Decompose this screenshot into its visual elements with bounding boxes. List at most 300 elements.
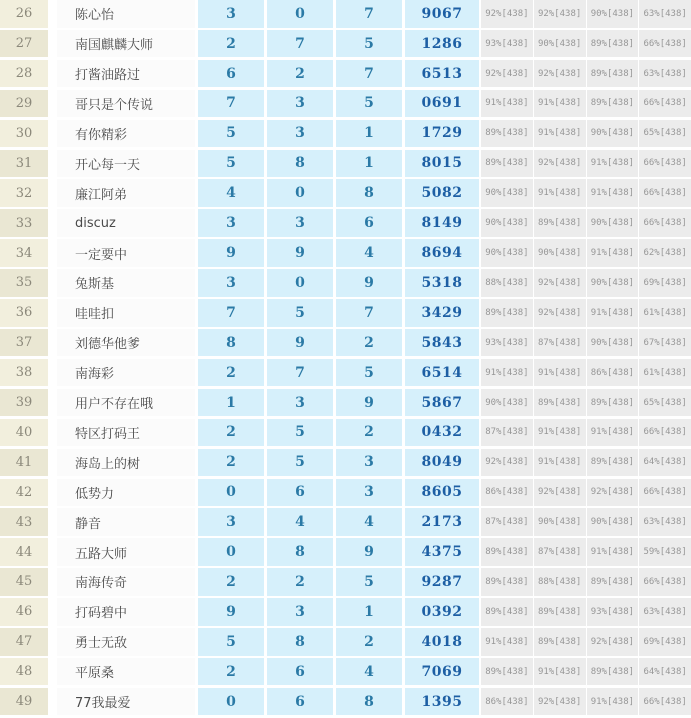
pick-a-cell: 1: [198, 389, 264, 417]
stat-cell-1: 86%[438]: [481, 479, 533, 507]
stat-cell-4: 61%[438]: [639, 359, 691, 387]
table-row: [0, 209, 691, 237]
username-cell: 低势力: [57, 479, 195, 507]
stats-group: [479, 449, 691, 477]
stat-cell-1: 93%[438]: [481, 30, 533, 58]
pick-c-cell: 5: [336, 568, 402, 596]
stats-group: [479, 90, 691, 118]
username-cell: 开心每一天: [57, 150, 195, 178]
column-divider: [48, 628, 57, 656]
stat-cell-3: 89%[438]: [587, 658, 639, 686]
rank-cell: 38: [0, 359, 48, 387]
stat-cell-2: 90%[438]: [534, 239, 586, 267]
rank-cell: 37: [0, 329, 48, 357]
stat-cell-4: 66%[438]: [639, 90, 691, 118]
code-cell: 3429: [405, 299, 479, 327]
stat-cell-3: 89%[438]: [587, 60, 639, 88]
table-row: [0, 0, 691, 28]
pick-b-cell: 3: [267, 90, 333, 118]
stat-cell-4: 64%[438]: [639, 658, 691, 686]
pick-b-cell: 8: [267, 150, 333, 178]
rank-cell: 48: [0, 658, 48, 686]
pick-a-cell: 2: [198, 359, 264, 387]
rank-cell: 49: [0, 688, 48, 716]
pick-b-cell: 4: [267, 508, 333, 536]
rank-cell: 45: [0, 568, 48, 596]
stats-group: [479, 0, 691, 28]
stat-cell-4: 69%[438]: [639, 269, 691, 297]
pick-a-cell: 5: [198, 150, 264, 178]
pick-a-cell: 2: [198, 568, 264, 596]
pick-c-cell: 5: [336, 90, 402, 118]
pick-b-cell: 3: [267, 389, 333, 417]
code-cell: 5318: [405, 269, 479, 297]
stat-cell-3: 89%[438]: [587, 90, 639, 118]
pick-a-cell: 9: [198, 239, 264, 267]
stat-cell-1: 86%[438]: [481, 688, 533, 716]
pick-c-cell: 1: [336, 598, 402, 626]
table-row: [0, 120, 691, 148]
code-cell: 6514: [405, 359, 479, 387]
pick-c-cell: 5: [336, 359, 402, 387]
table-row: [0, 299, 691, 327]
table-row: [0, 538, 691, 566]
stat-cell-3: 89%[438]: [587, 30, 639, 58]
stat-cell-2: 91%[438]: [534, 90, 586, 118]
stat-cell-4: 66%[438]: [639, 150, 691, 178]
username-cell: 哥只是个传说: [57, 90, 195, 118]
pick-a-cell: 2: [198, 419, 264, 447]
code-cell: 1286: [405, 30, 479, 58]
column-divider: [48, 598, 57, 626]
stat-cell-1: 92%[438]: [481, 449, 533, 477]
pick-a-cell: 3: [198, 209, 264, 237]
pick-c-cell: 9: [336, 389, 402, 417]
stat-cell-3: 90%[438]: [587, 508, 639, 536]
pick-a-cell: 0: [198, 538, 264, 566]
rank-cell: 43: [0, 508, 48, 536]
pick-b-cell: 9: [267, 329, 333, 357]
stat-cell-1: 89%[438]: [481, 120, 533, 148]
stat-cell-4: 59%[438]: [639, 538, 691, 566]
pick-a-cell: 7: [198, 299, 264, 327]
stat-cell-2: 90%[438]: [534, 30, 586, 58]
code-cell: 8605: [405, 479, 479, 507]
rank-cell: 36: [0, 299, 48, 327]
column-divider: [48, 150, 57, 178]
stat-cell-2: 91%[438]: [534, 419, 586, 447]
stat-cell-1: 91%[438]: [481, 90, 533, 118]
pick-b-cell: 6: [267, 479, 333, 507]
stat-cell-1: 93%[438]: [481, 329, 533, 357]
username-cell: 勇士无敌: [57, 628, 195, 656]
pick-a-cell: 5: [198, 120, 264, 148]
stat-cell-1: 92%[438]: [481, 60, 533, 88]
stats-group: [479, 688, 691, 716]
code-cell: 8694: [405, 239, 479, 267]
code-cell: 8049: [405, 449, 479, 477]
code-cell: 6513: [405, 60, 479, 88]
table-row: [0, 269, 691, 297]
stat-cell-4: 63%[438]: [639, 0, 691, 28]
pick-b-cell: 7: [267, 359, 333, 387]
username-cell: 77我最爱: [57, 688, 195, 716]
stat-cell-1: 90%[438]: [481, 389, 533, 417]
code-cell: 9067: [405, 0, 479, 28]
stat-cell-3: 90%[438]: [587, 0, 639, 28]
rank-cell: 46: [0, 598, 48, 626]
stat-cell-3: 89%[438]: [587, 568, 639, 596]
table-row: [0, 389, 691, 417]
username-cell: 打码碧中: [57, 598, 195, 626]
pick-c-cell: 6: [336, 209, 402, 237]
stat-cell-2: 92%[438]: [534, 688, 586, 716]
pick-b-cell: 2: [267, 60, 333, 88]
stat-cell-3: 92%[438]: [587, 479, 639, 507]
rank-cell: 32: [0, 179, 48, 207]
rank-cell: 42: [0, 479, 48, 507]
column-divider: [48, 239, 57, 267]
pick-b-cell: 5: [267, 419, 333, 447]
username-cell: 静音: [57, 508, 195, 536]
stat-cell-3: 91%[438]: [587, 419, 639, 447]
table-row: [0, 359, 691, 387]
table-row: [0, 30, 691, 58]
username-cell: 陈心怡: [57, 0, 195, 28]
stat-cell-3: 91%[438]: [587, 538, 639, 566]
column-divider: [48, 389, 57, 417]
username-cell: 特区打码王: [57, 419, 195, 447]
stat-cell-3: 91%[438]: [587, 239, 639, 267]
rank-cell: 27: [0, 30, 48, 58]
stat-cell-2: 89%[438]: [534, 628, 586, 656]
table-row: [0, 419, 691, 447]
stat-cell-1: 91%[438]: [481, 628, 533, 656]
stat-cell-2: 89%[438]: [534, 598, 586, 626]
pick-c-cell: 7: [336, 299, 402, 327]
stat-cell-1: 90%[438]: [481, 239, 533, 267]
code-cell: 5082: [405, 179, 479, 207]
pick-b-cell: 6: [267, 688, 333, 716]
column-divider: [48, 90, 57, 118]
code-cell: 8149: [405, 209, 479, 237]
stat-cell-4: 62%[438]: [639, 239, 691, 267]
stat-cell-2: 92%[438]: [534, 479, 586, 507]
stat-cell-2: 87%[438]: [534, 329, 586, 357]
stat-cell-3: 89%[438]: [587, 449, 639, 477]
table-row: [0, 60, 691, 88]
column-divider: [48, 359, 57, 387]
code-cell: 4375: [405, 538, 479, 566]
rank-cell: 40: [0, 419, 48, 447]
pick-c-cell: 9: [336, 538, 402, 566]
table-row: [0, 598, 691, 626]
pick-c-cell: 3: [336, 479, 402, 507]
column-divider: [48, 449, 57, 477]
stat-cell-1: 87%[438]: [481, 419, 533, 447]
username-cell: 哇哇扣: [57, 299, 195, 327]
stat-cell-3: 91%[438]: [587, 179, 639, 207]
column-divider: [48, 329, 57, 357]
stat-cell-2: 92%[438]: [534, 299, 586, 327]
pick-b-cell: 0: [267, 179, 333, 207]
stat-cell-1: 90%[438]: [481, 179, 533, 207]
stat-cell-1: 87%[438]: [481, 508, 533, 536]
pick-a-cell: 8: [198, 329, 264, 357]
stat-cell-3: 91%[438]: [587, 150, 639, 178]
rank-cell: 29: [0, 90, 48, 118]
pick-c-cell: 7: [336, 60, 402, 88]
pick-c-cell: 2: [336, 628, 402, 656]
code-cell: 4018: [405, 628, 479, 656]
stat-cell-1: 89%[438]: [481, 538, 533, 566]
table-row: [0, 239, 691, 267]
column-divider: [48, 0, 57, 28]
rank-cell: 44: [0, 538, 48, 566]
stat-cell-2: 91%[438]: [534, 449, 586, 477]
stats-group: [479, 150, 691, 178]
username-cell: 打酱油路过: [57, 60, 195, 88]
stats-group: [479, 120, 691, 148]
stat-cell-2: 92%[438]: [534, 0, 586, 28]
code-cell: 2173: [405, 508, 479, 536]
pick-c-cell: 8: [336, 179, 402, 207]
stat-cell-4: 66%[438]: [639, 688, 691, 716]
pick-a-cell: 0: [198, 479, 264, 507]
pick-c-cell: 1: [336, 120, 402, 148]
stats-group: [479, 389, 691, 417]
column-divider: [48, 120, 57, 148]
table-row: [0, 329, 691, 357]
pick-c-cell: 7: [336, 0, 402, 28]
stat-cell-1: 90%[438]: [481, 209, 533, 237]
pick-c-cell: 2: [336, 329, 402, 357]
stat-cell-4: 66%[438]: [639, 479, 691, 507]
pick-b-cell: 5: [267, 449, 333, 477]
stat-cell-2: 92%[438]: [534, 269, 586, 297]
pick-c-cell: 4: [336, 658, 402, 686]
stat-cell-2: 91%[438]: [534, 120, 586, 148]
table-row: [0, 449, 691, 477]
stat-cell-1: 88%[438]: [481, 269, 533, 297]
stat-cell-4: 66%[438]: [639, 179, 691, 207]
stat-cell-1: 89%[438]: [481, 568, 533, 596]
pick-b-cell: 3: [267, 598, 333, 626]
stat-cell-3: 90%[438]: [587, 209, 639, 237]
table-row: [0, 90, 691, 118]
column-divider: [48, 479, 57, 507]
table-row: [0, 508, 691, 536]
stat-cell-4: 66%[438]: [639, 209, 691, 237]
stat-cell-3: 90%[438]: [587, 120, 639, 148]
rank-cell: 34: [0, 239, 48, 267]
stat-cell-4: 63%[438]: [639, 508, 691, 536]
stat-cell-3: 86%[438]: [587, 359, 639, 387]
rank-cell: 35: [0, 269, 48, 297]
column-divider: [48, 568, 57, 596]
pick-b-cell: 0: [267, 269, 333, 297]
stat-cell-3: 93%[438]: [587, 598, 639, 626]
stat-cell-2: 92%[438]: [534, 60, 586, 88]
code-cell: 1395: [405, 688, 479, 716]
code-cell: 5843: [405, 329, 479, 357]
stat-cell-1: 92%[438]: [481, 0, 533, 28]
pick-a-cell: 6: [198, 60, 264, 88]
rank-cell: 33: [0, 209, 48, 237]
pick-b-cell: 8: [267, 538, 333, 566]
pick-c-cell: 2: [336, 419, 402, 447]
column-divider: [48, 179, 57, 207]
rank-cell: 47: [0, 628, 48, 656]
code-cell: 0392: [405, 598, 479, 626]
pick-c-cell: 5: [336, 30, 402, 58]
stat-cell-2: 92%[438]: [534, 150, 586, 178]
pick-b-cell: 8: [267, 628, 333, 656]
rank-cell: 26: [0, 0, 48, 28]
column-divider: [48, 508, 57, 536]
table-row: [0, 658, 691, 686]
pick-c-cell: 9: [336, 269, 402, 297]
stat-cell-4: 65%[438]: [639, 389, 691, 417]
column-divider: [48, 688, 57, 716]
pick-b-cell: 3: [267, 120, 333, 148]
stats-group: [479, 269, 691, 297]
code-cell: 8015: [405, 150, 479, 178]
stats-group: [479, 359, 691, 387]
code-cell: 0432: [405, 419, 479, 447]
code-cell: 7069: [405, 658, 479, 686]
column-divider: [48, 538, 57, 566]
username-cell: discuz: [57, 209, 195, 237]
column-divider: [48, 419, 57, 447]
stat-cell-3: 91%[438]: [587, 299, 639, 327]
pick-a-cell: 2: [198, 30, 264, 58]
stat-cell-1: 89%[438]: [481, 598, 533, 626]
username-cell: 一定要中: [57, 239, 195, 267]
table-row: [0, 179, 691, 207]
stat-cell-2: 88%[438]: [534, 568, 586, 596]
pick-b-cell: 3: [267, 209, 333, 237]
pick-a-cell: 4: [198, 179, 264, 207]
stat-cell-4: 66%[438]: [639, 568, 691, 596]
stats-group: [479, 60, 691, 88]
table-row: [0, 688, 691, 716]
table-row: [0, 628, 691, 656]
stats-group: [479, 568, 691, 596]
pick-a-cell: 7: [198, 90, 264, 118]
table-row: [0, 568, 691, 596]
rank-cell: 30: [0, 120, 48, 148]
username-cell: 南海传奇: [57, 568, 195, 596]
pick-b-cell: 6: [267, 658, 333, 686]
username-cell: 廉江阿弟: [57, 179, 195, 207]
table-row: [0, 479, 691, 507]
pick-a-cell: 3: [198, 269, 264, 297]
pick-b-cell: 7: [267, 30, 333, 58]
table-row: [0, 150, 691, 178]
stat-cell-3: 90%[438]: [587, 269, 639, 297]
column-divider: [48, 30, 57, 58]
stat-cell-2: 91%[438]: [534, 179, 586, 207]
stat-cell-1: 91%[438]: [481, 359, 533, 387]
column-divider: [48, 299, 57, 327]
stats-group: [479, 329, 691, 357]
stat-cell-1: 89%[438]: [481, 658, 533, 686]
pick-c-cell: 3: [336, 449, 402, 477]
username-cell: 用户不存在哦: [57, 389, 195, 417]
pick-b-cell: 0: [267, 0, 333, 28]
stats-group: [479, 479, 691, 507]
stat-cell-4: 66%[438]: [639, 419, 691, 447]
stats-group: [479, 209, 691, 237]
stat-cell-4: 65%[438]: [639, 120, 691, 148]
stats-group: [479, 658, 691, 686]
pick-c-cell: 4: [336, 508, 402, 536]
username-cell: 南国麒麟大师: [57, 30, 195, 58]
rank-cell: 39: [0, 389, 48, 417]
username-cell: 兔斯基: [57, 269, 195, 297]
pick-a-cell: 0: [198, 688, 264, 716]
pick-c-cell: 4: [336, 239, 402, 267]
stats-group: [479, 239, 691, 267]
rank-cell: 28: [0, 60, 48, 88]
stat-cell-2: 91%[438]: [534, 359, 586, 387]
stats-group: [479, 30, 691, 58]
pick-c-cell: 1: [336, 150, 402, 178]
stat-cell-4: 66%[438]: [639, 30, 691, 58]
column-divider: [48, 209, 57, 237]
code-cell: 9287: [405, 568, 479, 596]
stat-cell-3: 90%[438]: [587, 329, 639, 357]
pick-b-cell: 5: [267, 299, 333, 327]
pick-a-cell: 2: [198, 658, 264, 686]
stat-cell-4: 61%[438]: [639, 299, 691, 327]
pick-a-cell: 5: [198, 628, 264, 656]
stat-cell-1: 89%[438]: [481, 299, 533, 327]
column-divider: [48, 269, 57, 297]
column-divider: [48, 60, 57, 88]
stat-cell-2: 90%[438]: [534, 508, 586, 536]
code-cell: 5867: [405, 389, 479, 417]
stats-group: [479, 598, 691, 626]
pick-b-cell: 9: [267, 239, 333, 267]
code-cell: 1729: [405, 120, 479, 148]
pick-a-cell: 3: [198, 508, 264, 536]
username-cell: 平原桑: [57, 658, 195, 686]
stat-cell-2: 91%[438]: [534, 658, 586, 686]
stat-cell-3: 89%[438]: [587, 389, 639, 417]
stat-cell-1: 89%[438]: [481, 150, 533, 178]
username-cell: 海岛上的树: [57, 449, 195, 477]
stat-cell-2: 87%[438]: [534, 538, 586, 566]
username-cell: 有你精彩: [57, 120, 195, 148]
stat-cell-4: 64%[438]: [639, 449, 691, 477]
stats-group: [479, 628, 691, 656]
stat-cell-2: 89%[438]: [534, 209, 586, 237]
pick-a-cell: 9: [198, 598, 264, 626]
stats-group: [479, 508, 691, 536]
stat-cell-3: 91%[438]: [587, 688, 639, 716]
code-cell: 0691: [405, 90, 479, 118]
stat-cell-3: 92%[438]: [587, 628, 639, 656]
rank-cell: 31: [0, 150, 48, 178]
username-cell: 五路大师: [57, 538, 195, 566]
stats-group: [479, 419, 691, 447]
stats-group: [479, 538, 691, 566]
stat-cell-4: 63%[438]: [639, 598, 691, 626]
stat-cell-4: 63%[438]: [639, 60, 691, 88]
stat-cell-2: 89%[438]: [534, 389, 586, 417]
